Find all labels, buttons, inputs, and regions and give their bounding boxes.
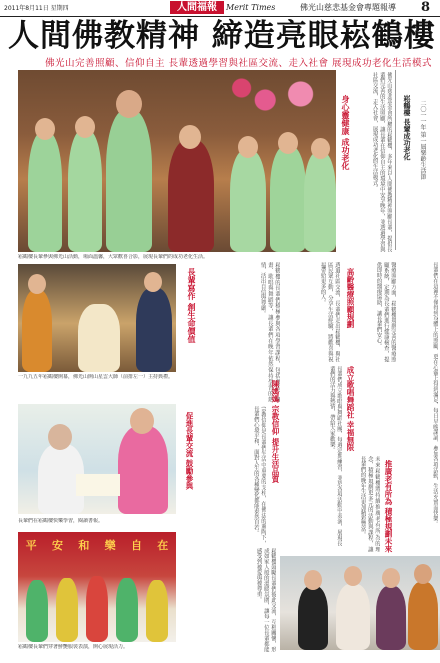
main-photo-caption: 崧鶴樓長輩參與佛光山活動，場面溫馨，大眾歡喜合影，展現長輩們的成功老化生活。 (18, 254, 209, 260)
reading-photo-caption: 長輩們在崧鶴樓快樂學習，閱讀書報。 (18, 518, 104, 524)
body-column-4: 透過社區交流，長輩們走出崧鶴樓，與社區民眾互動，分享生活經驗，將歡喜與祝福帶給更多的人。 (319, 262, 340, 362)
body-column-2: 長輩們在這裡不僅得到身體上的照顧，更在心靈上得到滿足，每日早晚課誦、參加各項活動，生活充實而快樂。 (432, 262, 438, 527)
body-column-1: 佛光山慈悲基金會所屬的崧鶴樓，多年來以人間佛教精神照顧長輩，提供長輩們完善的生活照顧，讓長輩在信仰自主的環境中安享晚年，並透過學習與社區交流，走入社會，展現成功老化的生活模式。 (371, 72, 392, 252)
ceremony-photo-caption: 一九九五年崧鶴樓開幕，佛光山開山星雲大師（前排左一）主持典禮。 (18, 374, 174, 380)
page-number: 8 (421, 0, 431, 15)
subhead-future: 推廣老有所為 積極規劃未來 (384, 460, 393, 553)
issue-date: 2011年8月11日 星期四 (4, 5, 69, 12)
reading-photo (18, 404, 176, 514)
banner-char: 在 (157, 539, 169, 552)
performance-photo (18, 532, 176, 642)
banner-char: 樂 (104, 539, 116, 552)
sidebar-subtitle: 二〇一一年 第一屆樂齡生活節 (419, 100, 426, 180)
banner-char: 自 (130, 539, 142, 552)
body-column-3: 崧鶴樓的長輩們積極參與各項學習課程，包括書法、繪畫、歌唱與舞蹈等，讓長輩們在晚年依然保持學習的熱情，活出自信與尊嚴。 (259, 262, 280, 402)
ceremony-photo (18, 264, 176, 372)
subhead-medical: 高齡醫療照顧規劃 (346, 268, 355, 328)
banner-char: 平 (25, 539, 37, 552)
sidebar-title: 崧鶴樓 長輩成功老化 (403, 95, 411, 161)
performance-photo-caption: 崧鶴樓長輩們穿著鮮艷服裝表演，開心展現活力。 (18, 644, 129, 650)
banner-char: 和 (78, 539, 90, 552)
body-column-5: 醫療照顧方面，崧鶴樓規劃完善的醫療照顧系統，定期為長輩們進行健康檢查，提供即時的醫療協助，讓長輩們安心。 (375, 262, 396, 362)
newspaper-logo: 人間福報 (170, 1, 224, 14)
headline: 人間佛教精神 締造亮眼崧鶴樓 (8, 18, 436, 54)
subhead: 佛光山完善照顧、信仰自主 長輩透過學習與社區交流、走入社會 展現成功老化生活模式 (45, 58, 433, 69)
body-column-8: 崧鶴樓鼓勵長輩們彼此交流，互相關懷，形成如家人般的溫暖氛圍，讓每一位長輩都能感受到被愛與被尊重。 (255, 548, 276, 652)
main-photo (18, 70, 336, 252)
newspaper-logo-en: Merit Times (226, 3, 276, 12)
column-rule (395, 70, 396, 250)
body-column-6: 長輩們成立歌唱與舞蹈社團，每週定期練習，並於各項活動中表演，展現長輩們的活力與熱情，帶給大家歡樂。 (328, 366, 342, 546)
banner-char: 安 (51, 539, 63, 552)
section-title: 佛光山慈悲基金會專題報導 (300, 3, 396, 12)
subhead-health: 身心靈健康 成功老化 (341, 95, 350, 170)
subhead-faith: 陳媽媽 宗教信仰 提升生活品質 (271, 380, 280, 483)
subhead-writing: 長輩寫作 創生命價值 (187, 268, 196, 343)
group-photo (280, 556, 440, 650)
subhead-exchange: 促進長輩交流 鼓勵參與 (185, 412, 194, 490)
body-column-7: 宗教信仰是長輩們生活中重要的支柱，在佛法的薰陶下，長輩們心境平和，面對人生的各種變化都能泰然自若。 (252, 406, 266, 546)
body-column-9: 未來崧鶴樓將持續推廣老有所為的理念，積極規劃更多元的活動與課程，讓長輩們的晚年生活更加精彩豐富。 (359, 456, 380, 552)
subhead-singing: 成立歌唱舞蹈社 幸福無限 (346, 366, 355, 452)
